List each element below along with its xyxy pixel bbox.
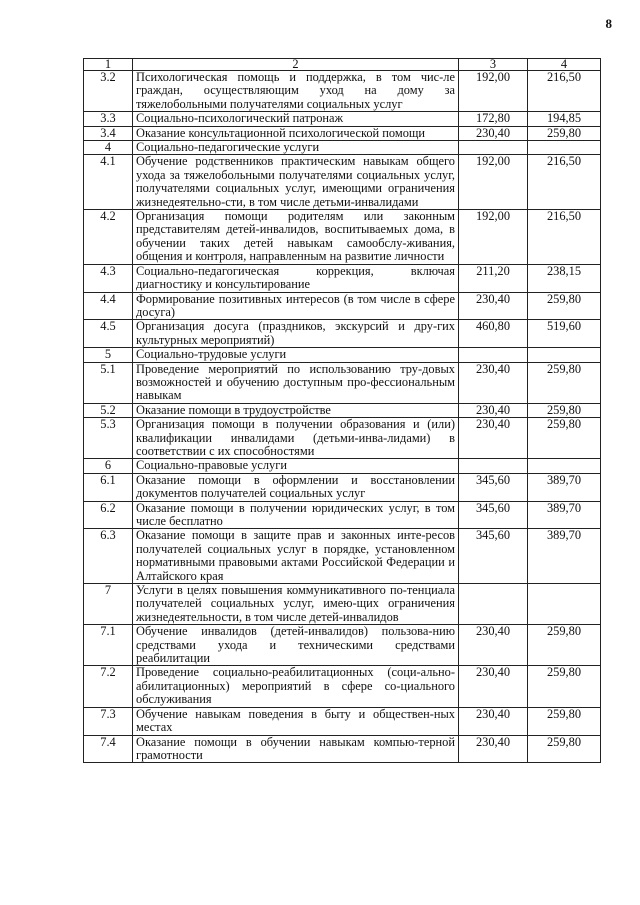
row-number: 7 <box>84 584 133 625</box>
service-name: Социально-психологический патронаж <box>133 112 459 126</box>
table-row <box>84 320 601 348</box>
price-value-col3: 230,40 <box>459 735 528 763</box>
table-row <box>84 707 601 735</box>
row-number: 7.1 <box>84 625 133 666</box>
price-value-col4 <box>528 348 601 362</box>
price-value-col3: 230,40 <box>459 362 528 403</box>
row-number: 5.1 <box>84 362 133 403</box>
service-name: Социально-педагогические услуги <box>133 141 459 155</box>
price-value-col3: 230,40 <box>459 707 528 735</box>
price-value-col3: 230,40 <box>459 418 528 459</box>
price-value-col4: 259,80 <box>528 707 601 735</box>
table-row <box>84 292 601 320</box>
price-value-col3 <box>459 348 528 362</box>
row-number: 6.2 <box>84 501 133 529</box>
service-name: Оказание помощи в защите прав и законных инте-ресов получателей социальных услуг в порядке, установленном нормативными правовыми актами Российской Федерации и Алтайского края <box>133 529 459 584</box>
service-name: Обучение навыкам поведения в быту и обществен-ных местах <box>133 707 459 735</box>
service-name: Оказание помощи в обучении навыкам компью-терной грамотности <box>133 735 459 763</box>
price-value-col4: 216,50 <box>528 155 601 210</box>
price-value-col3: 460,80 <box>459 320 528 348</box>
price-value-col4 <box>528 459 601 473</box>
price-value-col3: 230,40 <box>459 126 528 140</box>
column-header: 3 <box>459 59 528 71</box>
service-name: Социально-педагогическая коррекция, включая диагностику и консультирование <box>133 264 459 292</box>
service-name: Проведение социально-реабилитационных (соци-ально-абилитационных) мероприятий в сфере со-циального обслуживания <box>133 666 459 707</box>
price-value-col4: 216,50 <box>528 210 601 265</box>
price-value-col4: 389,70 <box>528 501 601 529</box>
table-row <box>84 666 601 707</box>
price-value-col4 <box>528 584 601 625</box>
price-value-col3: 192,00 <box>459 155 528 210</box>
table-row <box>84 112 601 126</box>
price-value-col3: 230,40 <box>459 666 528 707</box>
service-name: Оказание помощи в получении юридических услуг, в том числе бесплатно <box>133 501 459 529</box>
price-value-col3 <box>459 141 528 155</box>
service-name: Организация досуга (праздников, экскурсий и дру-гих культурных мероприятий) <box>133 320 459 348</box>
price-value-col4: 259,80 <box>528 735 601 763</box>
row-number: 5.2 <box>84 403 133 417</box>
price-value-col3: 172,80 <box>459 112 528 126</box>
service-name: Социально-трудовые услуги <box>133 348 459 362</box>
price-value-col3: 230,40 <box>459 403 528 417</box>
table-row <box>84 362 601 403</box>
price-value-col3 <box>459 584 528 625</box>
price-value-col4: 216,50 <box>528 71 601 112</box>
service-name: Оказание помощи в оформлении и восстановлении документов получателей социальных услуг <box>133 473 459 501</box>
row-number: 4.3 <box>84 264 133 292</box>
table-row <box>84 210 601 265</box>
price-value-col4: 259,80 <box>528 292 601 320</box>
service-name: Организация помощи родителям или законным представителям детей-инвалидов, воспитываемых дома, в обучении таких детей навыкам самообслу-живания, общения и контроля, направленным на развитие личности <box>133 210 459 265</box>
table-row <box>84 473 601 501</box>
service-name: Оказание помощи в трудоустройстве <box>133 403 459 417</box>
table-row <box>84 264 601 292</box>
column-header: 1 <box>84 59 133 71</box>
row-number: 5 <box>84 348 133 362</box>
service-name: Организация помощи в получении образования и (или) квалификации инвалидами (детьми-инва-лидами) в соответствии с их способностями <box>133 418 459 459</box>
price-value-col4: 238,15 <box>528 264 601 292</box>
price-value-col3: 345,60 <box>459 529 528 584</box>
price-value-col4: 194,85 <box>528 112 601 126</box>
table-row <box>84 155 601 210</box>
services-price-table <box>83 58 601 763</box>
row-number: 4 <box>84 141 133 155</box>
service-name: Социально-правовые услуги <box>133 459 459 473</box>
price-value-col4: 259,80 <box>528 362 601 403</box>
service-name: Услуги в целях повышения коммуникативного по-тенциала получателей социальных услуг, имею-щих ограничения жизнедеятельности, в том числе детей-инвалидов <box>133 584 459 625</box>
service-name: Обучение инвалидов (детей-инвалидов) пользова-нию средствами ухода и техническими средствами реабилитации <box>133 625 459 666</box>
row-number: 7.4 <box>84 735 133 763</box>
service-name: Проведение мероприятий по использованию тру-довых возможностей и обучению доступным про-фессиональным навыкам <box>133 362 459 403</box>
table-row <box>84 584 601 625</box>
service-name: Оказание консультационной психологической помощи <box>133 126 459 140</box>
price-value-col3: 192,00 <box>459 71 528 112</box>
table-row <box>84 126 601 140</box>
row-number: 6.3 <box>84 529 133 584</box>
price-value-col3: 345,60 <box>459 501 528 529</box>
price-value-col4 <box>528 141 601 155</box>
row-number: 4.2 <box>84 210 133 265</box>
row-number: 4.1 <box>84 155 133 210</box>
price-value-col3: 211,20 <box>459 264 528 292</box>
price-value-col4: 259,80 <box>528 418 601 459</box>
price-value-col4: 389,70 <box>528 529 601 584</box>
row-number: 7.2 <box>84 666 133 707</box>
table-row <box>84 501 601 529</box>
price-value-col4: 259,80 <box>528 126 601 140</box>
row-number: 6 <box>84 459 133 473</box>
price-value-col3: 230,40 <box>459 292 528 320</box>
row-number: 4.5 <box>84 320 133 348</box>
price-value-col4: 259,80 <box>528 625 601 666</box>
table-row <box>84 418 601 459</box>
price-value-col3: 192,00 <box>459 210 528 265</box>
service-name: Обучение родственников практическим навыкам общего ухода за тяжелобольными получателями социальных услуг, получателями социальных услуг, имеющими ограничения жизнедеятельно-сти, в том числе детьми-инвалидами <box>133 155 459 210</box>
row-number: 7.3 <box>84 707 133 735</box>
price-value-col4: 259,80 <box>528 403 601 417</box>
service-name: Формирование позитивных интересов (в том числе в сфере досуга) <box>133 292 459 320</box>
page-number: 8 <box>605 16 612 31</box>
table-row <box>84 141 601 155</box>
price-value-col3 <box>459 459 528 473</box>
table-row <box>84 459 601 473</box>
table-row <box>84 348 601 362</box>
table-row <box>84 735 601 763</box>
column-header: 4 <box>528 59 601 71</box>
table-header-row <box>84 59 601 71</box>
table-row <box>84 529 601 584</box>
price-value-col3: 230,40 <box>459 625 528 666</box>
column-header: 2 <box>133 59 459 71</box>
row-number: 5.3 <box>84 418 133 459</box>
row-number: 6.1 <box>84 473 133 501</box>
row-number: 3.3 <box>84 112 133 126</box>
service-name: Психологическая помощь и поддержка, в том чис-ле граждан, осуществляющим уход на дому за тяжелобольными получателями социальных услуг <box>133 71 459 112</box>
price-value-col4: 389,70 <box>528 473 601 501</box>
price-value-col3: 345,60 <box>459 473 528 501</box>
table-row <box>84 71 601 112</box>
row-number: 3.4 <box>84 126 133 140</box>
row-number: 3.2 <box>84 71 133 112</box>
price-value-col4: 259,80 <box>528 666 601 707</box>
row-number: 4.4 <box>84 292 133 320</box>
table-row <box>84 403 601 417</box>
price-value-col4: 519,60 <box>528 320 601 348</box>
table-row <box>84 625 601 666</box>
